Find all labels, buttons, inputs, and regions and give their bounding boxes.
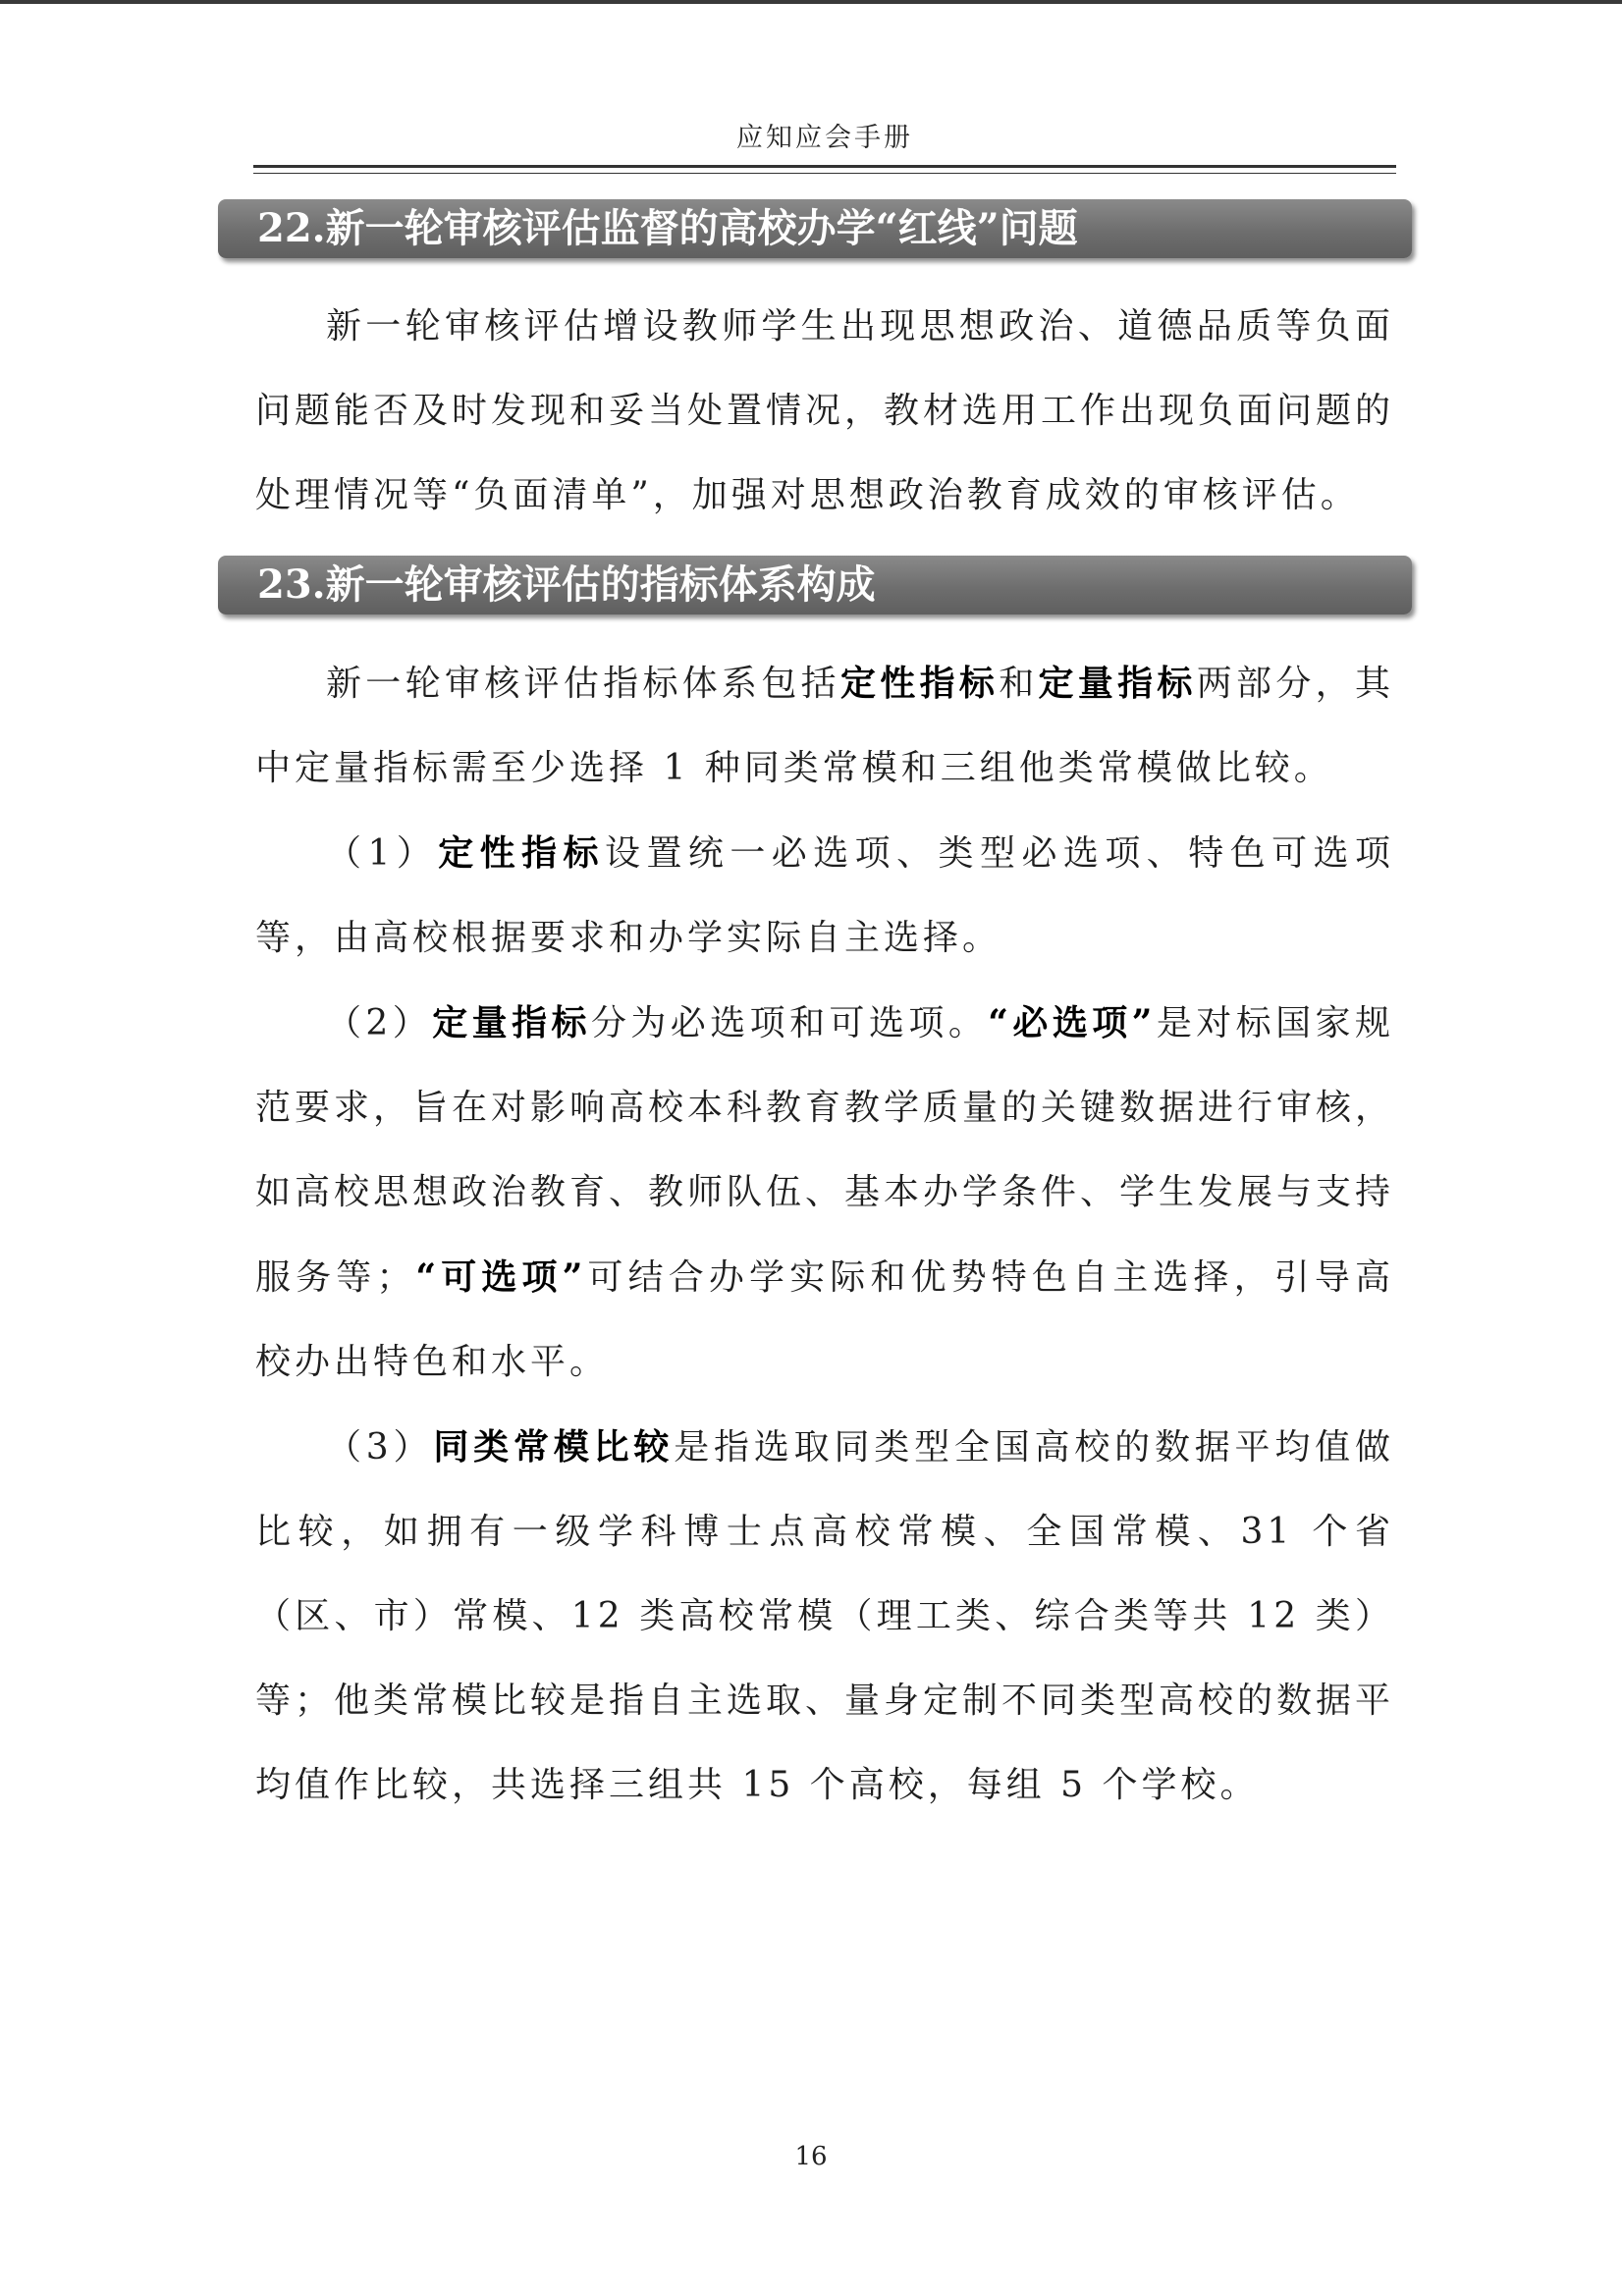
running-header: 应知应会手册 <box>736 123 913 153</box>
item-2-text-1: 分为必选项和可选项。 <box>590 1003 989 1043</box>
section-heading-22: 22.新一轮审核评估监督的高校办学“红线”问题 <box>218 199 1412 258</box>
item-2-text-3: 可结合办学实际和优势特色自主选择，引导高校办出特色和水平。 <box>255 1257 1394 1382</box>
item-3-number: （3） <box>326 1427 434 1468</box>
scan-top-edge <box>0 0 1622 4</box>
intro-text-2: 和 <box>999 664 1039 704</box>
item-1-number: （1） <box>326 833 439 874</box>
section-22-body <box>255 285 1394 538</box>
term-quantitative-indicators: 定量指标 <box>1038 663 1197 704</box>
item-2-number: （2） <box>326 1003 433 1043</box>
intro-paragraph <box>255 641 1394 811</box>
item-1-term: 定性指标 <box>438 832 606 874</box>
item-1-paragraph <box>255 811 1394 981</box>
section-22-paragraph: 新一轮审核评估增设教师学生出现思想政治、道德品质等负面问题能否及时发现和妥当处置情况，教材选用工作出现负面问题的处理情况等“负面清单”，加强对思想政治教育成效的审核评估。 <box>255 306 1395 515</box>
page-number: 16 <box>794 2142 828 2171</box>
intro-text-1: 新一轮审核评估指标体系包括 <box>326 664 840 704</box>
intro-text-3: 两部分，其中定量指标需至少选择 1 种同类常模和三组他类常模做比较。 <box>255 664 1394 788</box>
item-3-paragraph <box>255 1405 1394 1828</box>
header-rule-thin <box>253 173 1396 174</box>
header-rule <box>253 165 1396 168</box>
item-2-text-2: 是对标国家规范要求，旨在对影响高校本科教育教学质量的关键数据进行审核，如高校思想政治教育、教师队伍、基本办学条件、学生发展与支持服务等； <box>255 1003 1395 1298</box>
section-23-body <box>255 641 1394 1828</box>
item-2-paragraph <box>255 981 1394 1405</box>
item-2-term: 定量指标 <box>432 1002 591 1043</box>
item-1-text: 设置统一必选项、类型必选项、特色可选项等，由高校根据要求和办学实际自主选择。 <box>255 833 1394 958</box>
term-qualitative-indicators: 定性指标 <box>839 663 1000 704</box>
item-3-term: 同类常模比较 <box>433 1426 675 1468</box>
term-optional-items: “可选项” <box>415 1256 587 1298</box>
section-heading-23: 23.新一轮审核评估的指标体系构成 <box>218 556 1412 614</box>
term-required-items: “必选项” <box>988 1002 1157 1043</box>
item-3-text: 是指选取同类型全国高校的数据平均值做比较，如拥有一级学科博士点高校常模、全国常模、31 个省（区、市）常模、12 类高校常模（理工类、综合类等共 12 类）等；他类常模比较是指自主选取、量身定制不同类型高校的数据平均值作比较，共选择三组共 15 个高校，每组 5 个学校。 <box>255 1427 1395 1805</box>
